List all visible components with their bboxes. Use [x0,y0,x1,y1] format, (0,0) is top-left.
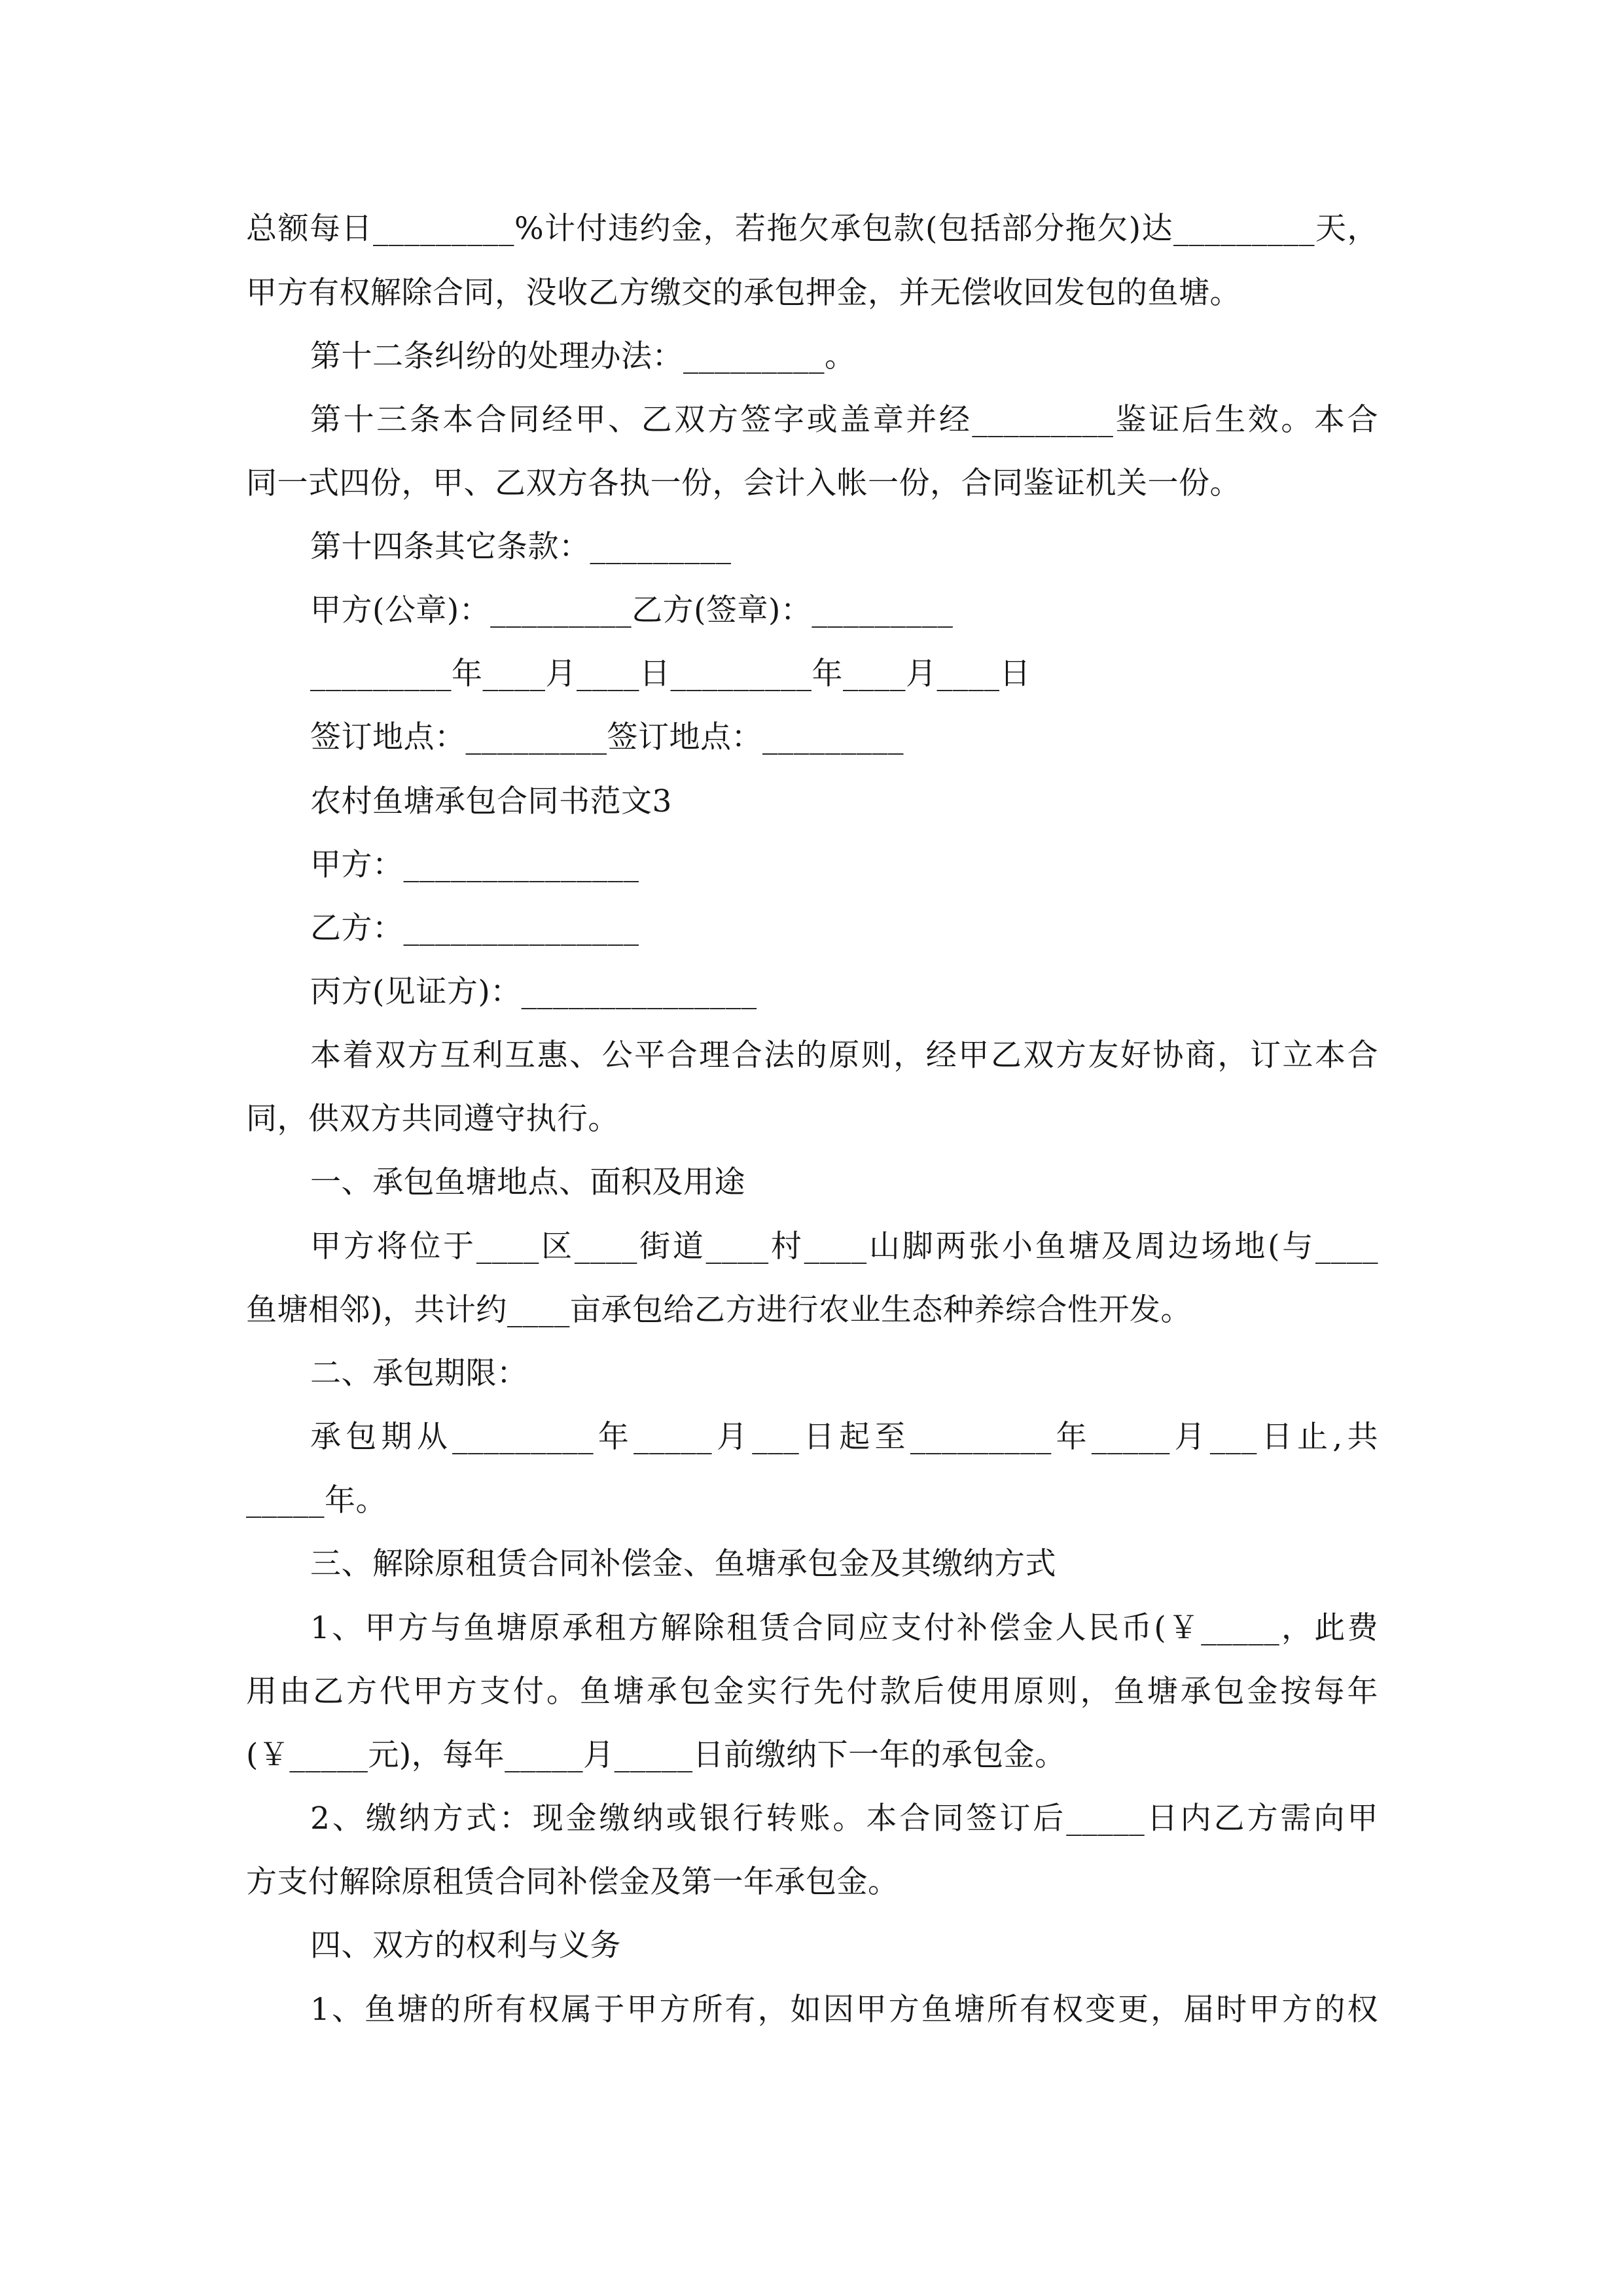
text-line: (￥_____元)，每年_____月_____日前缴纳下一年的承包金。 [246,1737,1066,1773]
text-line: 第十三条本合同经甲、乙双方签字或盖章并经_________鉴证后生效。本合 [310,402,1378,438]
party-a-line: 甲方：_______________ [310,847,639,883]
text-line: 甲方将位于____区____街道____村____山脚两张小鱼塘及周边场地(与____ [310,1229,1378,1265]
text-line: 第十二条纠纷的处理办法：_________。 [310,338,856,374]
party-c-line: 丙方(见证方)：_______________ [310,974,757,1010]
text-line: 1、鱼塘的所有权属于甲方所有，如因甲方鱼塘所有权变更，届时甲方的权 [310,1992,1378,2028]
date-line: _________年____月____日_________年____月____日 [310,656,1031,692]
signature-line: 甲方(公章)：_________乙方(签章)：_________ [310,592,954,628]
text-line: 总额每日_________%计付违约金，若拖欠承包款(包括部分拖欠)达_________天， [246,211,1378,247]
text-line: 甲方有权解除合同，没收乙方缴交的承包押金，并无偿收回发包的鱼塘。 [246,275,1241,311]
section-heading: 一、承包鱼塘地点、面积及用途 [310,1164,745,1200]
text-line: 同一式四份，甲、乙双方各执一份，会计入帐一份，合同鉴证机关一份。 [246,465,1241,501]
text-line: _____年。 [246,1482,387,1518]
party-b-line: 乙方：_______________ [310,910,639,946]
text-line: 1、甲方与鱼塘原承租方解除租赁合同应支付补偿金人民币(￥_____，此费 [310,1610,1378,1646]
section-heading: 二、承包期限： [310,1355,528,1391]
text-line: 本着双方互利互惠、公平合理合法的原则，经甲乙双方友好协商，订立本合 [310,1037,1378,1073]
section-heading: 三、解除原租赁合同补偿金、鱼塘承包金及其缴纳方式 [310,1546,1056,1582]
signing-place-line: 签订地点：_________签订地点：_________ [310,719,904,755]
text-line: 鱼塘相邻)，共计约____亩承包给乙方进行农业生态种养综合性开发。 [246,1292,1192,1328]
text-line: 2、缴纳方式：现金缴纳或银行转账。本合同签订后_____日内乙方需向甲 [310,1801,1378,1837]
section-heading: 四、双方的权利与义务 [310,1928,621,1964]
section-title: 农村鱼塘承包合同书范文3 [310,783,672,819]
text-line: 同，供双方共同遵守执行。 [246,1101,619,1137]
text-line: 承包期从_________年_____月___日起至_________年_____月___日止,共 [310,1419,1378,1455]
text-line: 用由乙方代甲方支付。鱼塘承包金实行先付款后使用原则，鱼塘承包金按每年 [246,1674,1378,1710]
text-line: 方支付解除原租赁合同补偿金及第一年承包金。 [246,1864,899,1900]
text-line: 第十四条其它条款：_________ [310,529,732,565]
